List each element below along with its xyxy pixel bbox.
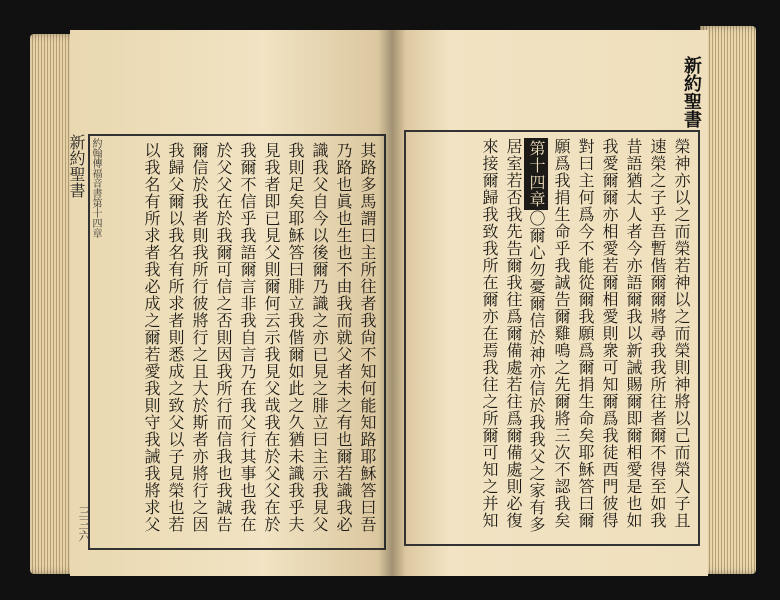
left-chapter-subhead: 約翰傳福音書第十四章 bbox=[90, 138, 101, 238]
text-column: 我愛爾爾亦相愛若爾相愛則衆可知爾爲我徒西門彼得 bbox=[600, 138, 619, 529]
text-column: 居室若否我先告爾我往爲爾備處若往爲爾備處則必復 bbox=[504, 138, 523, 529]
left-text-columns bbox=[96, 142, 378, 542]
text-column: 見我者即已見父則爾何云示我見父哉我在於父父在於 bbox=[262, 142, 281, 533]
left-text-frame bbox=[88, 134, 386, 550]
book-spine bbox=[378, 30, 406, 576]
text-column: 速榮之子乎吾暫偕爾爾將尋我我所往者爾不得至如我 bbox=[648, 138, 667, 529]
text-column: 願爲我捐生命乎我誠告爾雞鳴之先爾將三次不認我矣 bbox=[552, 138, 571, 529]
text-column: 其路多馬謂曰主所往者我尙不知何能知路耶穌答曰吾 bbox=[358, 142, 377, 533]
text-column: 我則足矣耶穌答曰腓立我偕爾如此之久猶未識我乎夫 bbox=[286, 142, 305, 533]
text-column: 我歸父爾以我名有所求者則悉成之致父以子見榮也若 bbox=[166, 142, 185, 533]
left-running-head: 新約聖書 bbox=[67, 134, 86, 198]
left-page bbox=[67, 30, 392, 576]
page-number: 三三六 bbox=[77, 506, 91, 542]
text-column: 榮神亦以之而榮若神以之而榮則神將以己而榮人子且 bbox=[672, 138, 691, 529]
text-column: 以我名有所求者我必成之爾若愛我則守我誡我將求父 bbox=[142, 142, 161, 533]
open-book bbox=[30, 16, 756, 588]
page-stack-right bbox=[700, 26, 756, 574]
text-column-chapter-start: 第十四章〇爾心勿憂爾信於神亦信於我我父之家有多 bbox=[528, 138, 548, 538]
text-column: 於父父在於我爾可信之否則因我所行而信我也我誠告 bbox=[214, 142, 233, 533]
chapter-heading-badge: 第十四章 bbox=[524, 138, 548, 210]
text-column: 爾信於我者則我所行彼將行之且大於斯者亦將行之因 bbox=[190, 142, 209, 533]
right-text-columns bbox=[412, 138, 692, 538]
text-column: 來接爾歸我致我所在爾亦在焉我往之所爾可知之并知 bbox=[480, 138, 499, 529]
right-text-frame bbox=[404, 130, 700, 546]
text-column: 乃路也眞也生也不由我而就父者未之有也爾若識我必 bbox=[334, 142, 353, 533]
text-column: 我爾不信乎我語爾言非我自言乃在我父行其事也我在 bbox=[238, 142, 257, 533]
right-page bbox=[392, 30, 708, 576]
right-running-head: 新約聖書 bbox=[681, 56, 702, 128]
text-column: 對曰主何爲今不能從爾我願爲爾捐生命矣耶穌答曰爾 bbox=[576, 138, 595, 529]
text-column: 昔語猶太人者今亦語爾我以新誡賜爾即爾相愛是也如 bbox=[624, 138, 643, 529]
right-heading-band bbox=[404, 56, 702, 128]
text-column: 識我父自今以後爾乃識之亦已見之腓立曰主示我見父 bbox=[310, 142, 329, 533]
